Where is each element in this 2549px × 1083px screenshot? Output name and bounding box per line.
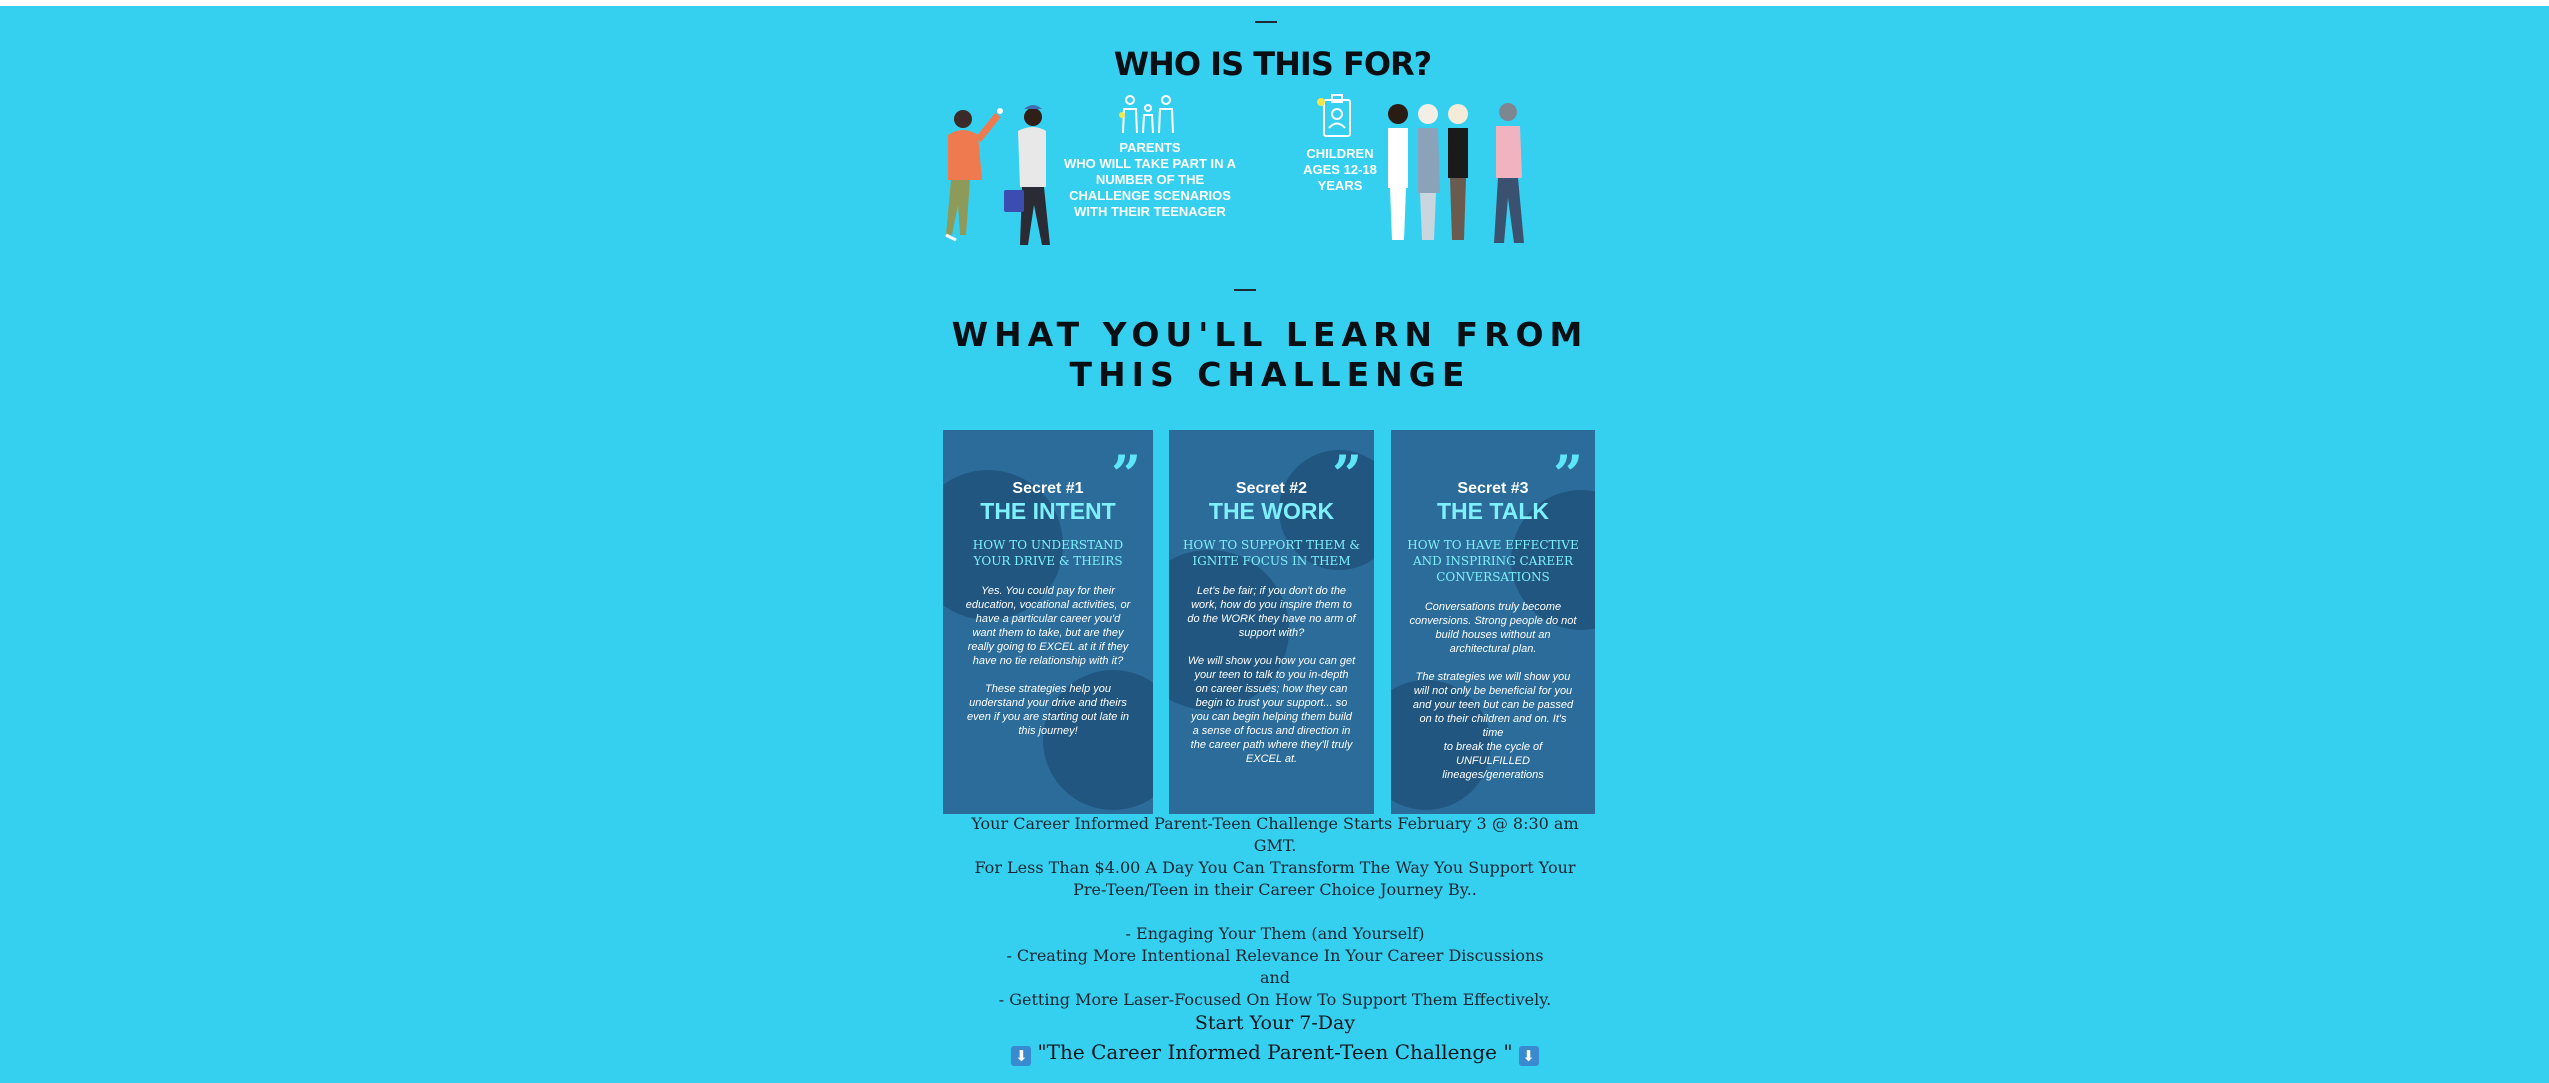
card-secret-number: Secret #2 [1235, 480, 1308, 497]
audience-line: PARENTS [1119, 140, 1181, 155]
audience-line: AGES 12-18 [1303, 162, 1377, 177]
id-badge-icon [1316, 92, 1356, 142]
children-audience-text [1290, 146, 1390, 194]
audience-line: YEARS [1317, 178, 1363, 193]
card-heading: THE TALK [1436, 498, 1549, 524]
learn-section-title [920, 315, 1620, 395]
learn-title-line: THIS CHALLENGE [1069, 355, 1471, 394]
challenge-name-line [960, 1040, 1590, 1066]
card-secret-number: Secret #3 [1457, 480, 1529, 497]
card-heading: THE WORK [1208, 498, 1335, 524]
teens-illustration [1378, 98, 1533, 248]
quote-icon: ” [1111, 445, 1141, 506]
quote-icon: ” [1332, 445, 1362, 506]
secret-card-talk [1391, 430, 1595, 814]
card-body: Conversations truly become conversions. Strong people do not build houses without an architectural plan. The strategies we will show you will not only be beneficial for you and your teen but can be passed on to their children and on. It's time to break the cycle of UNFULFILLED lineages/generations [1409, 601, 1577, 781]
card-secret-number: Secret #1 [1012, 480, 1084, 497]
parents-audience-text [1060, 140, 1240, 220]
secret-card-intent [943, 430, 1153, 814]
divider [1234, 289, 1256, 291]
down-arrow-icon: ⬇ [1519, 1046, 1539, 1066]
parents-illustration [918, 95, 1074, 250]
card-heading: THE INTENT [980, 498, 1116, 524]
card-subheading: HOW TO SUPPORT THEM & IGNITE FOCUS IN THEM [1182, 538, 1361, 568]
challenge-description: Your Career Informed Parent-Teen Challenge Starts February 3 @ 8:30 am GMT. For Less Than $4.00 A Day You Can Transform The Way You Support Your Pre-Teen/Teen in their Career Choice Journey By.. - Engaging Your Them (and Yourself) - Creating More Intentional Relevance In Your Career Discussions and - Getting More Laser-Focused On How To Support Them Effectively. [971, 814, 1579, 1009]
secret-card-work [1169, 430, 1374, 814]
who-section-title: WHO IS THIS FOR? [1113, 45, 1432, 83]
card-body: Let's be fair; if you don't do the work, how do you inspire them to do the WORK they have no arm of support with? We will show you how you can get your teen to talk to you in-depth on career issues; how they can begin to trust your support... so you can begin helping them build a sense of focus and direction in the career path where they'll truly EXCEL at. [1187, 585, 1356, 765]
top-bar [0, 0, 2549, 6]
audience-line: CHALLENGE SCENARIOS [1069, 188, 1231, 203]
audience-line: NUMBER OF THE [1095, 172, 1205, 187]
challenge-name: "The Career Informed Parent-Teen Challenge " [1037, 1040, 1513, 1064]
start-label: Start Your 7-Day [1194, 1012, 1356, 1034]
learn-title-line: WHAT YOU'LL LEARN FROM [951, 315, 1589, 354]
audience-line: WITH THEIR TEENAGER [1074, 204, 1226, 219]
audience-line: WHO WILL TAKE PART IN A [1063, 156, 1237, 171]
card-subheading: HOW TO UNDERSTAND YOUR DRIVE & THEIRS [972, 538, 1124, 568]
audience-line: CHILDREN [1306, 146, 1374, 161]
down-arrow-icon: ⬇ [1011, 1046, 1031, 1066]
card-body: Yes. You could pay for their education, vocational activities, or have a particular career you'd want them to take, but are they really going to EXCEL at it if they have no tie relationship with it? These strategies help you understand your drive and theirs even if you are starting out late in this journey! [965, 585, 1131, 737]
family-icon [1118, 93, 1178, 139]
quote-icon: ” [1553, 445, 1583, 506]
card-subheading: HOW TO HAVE EFFECTIVE AND INSPIRING CAREER CONVERSATIONS [1407, 538, 1579, 584]
divider [1255, 21, 1277, 23]
